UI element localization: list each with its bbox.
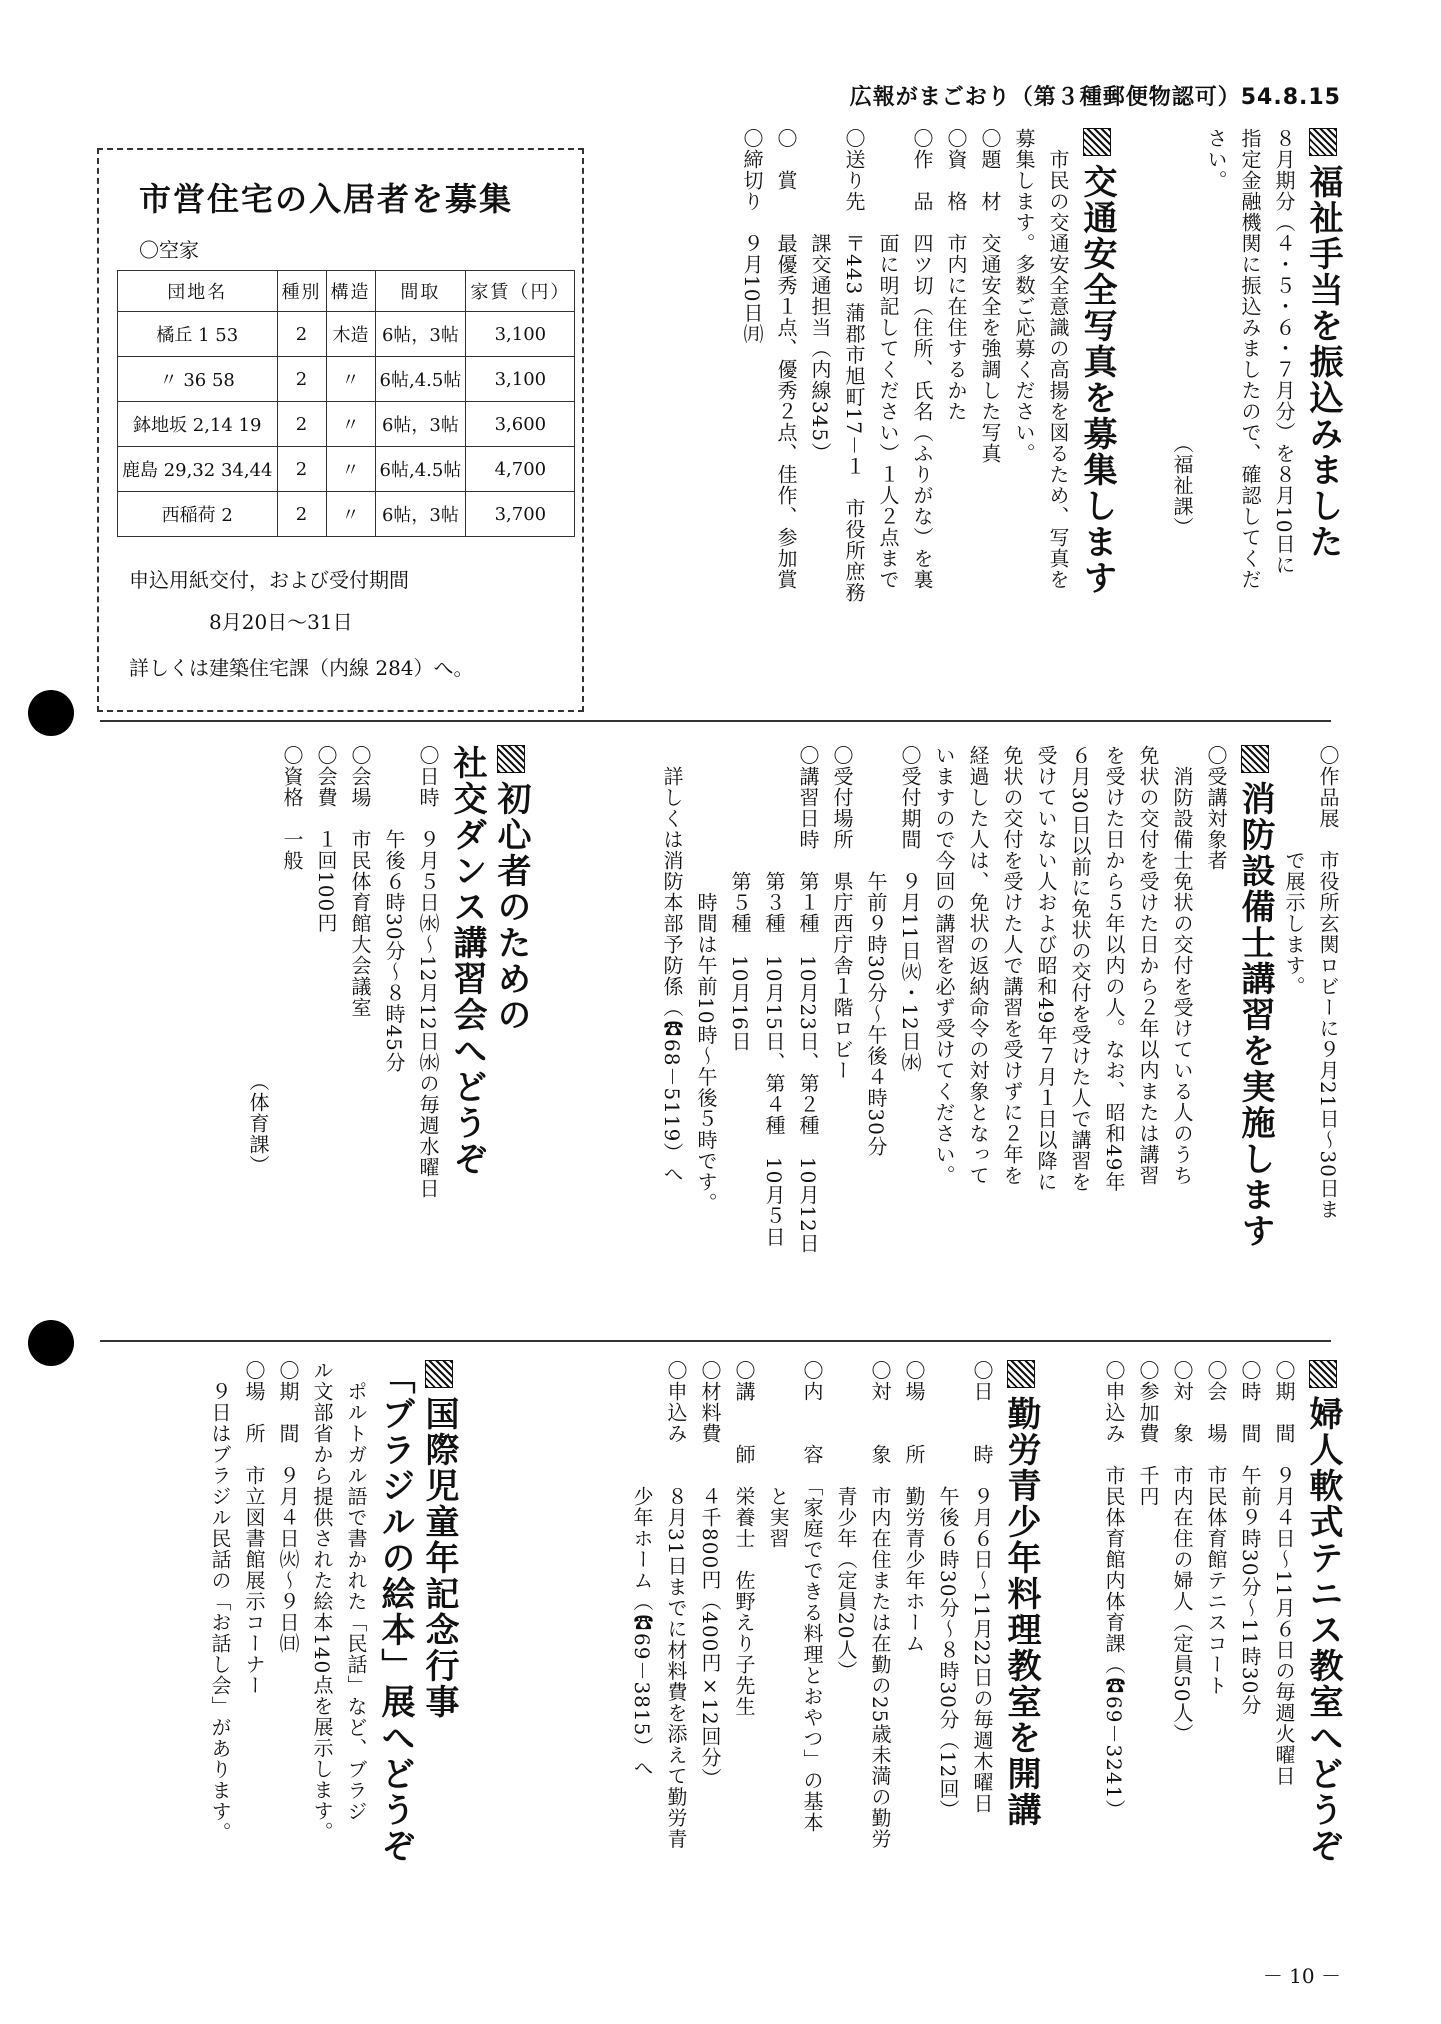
hatch-mark	[1241, 745, 1269, 773]
housing-period: 8月20日～31日	[209, 610, 353, 634]
hatch-mark	[1083, 128, 1111, 156]
column-header: 家賃（円）	[466, 271, 575, 312]
table-cell: 鹿島 29,32 34,44	[118, 447, 278, 492]
housing-subtitle: 〇空家	[139, 238, 199, 262]
article-line: を受けた日から５年以内の人。なお、昭和49年	[1102, 745, 1126, 1193]
table-row	[118, 492, 575, 537]
table-cell: 6帖，3帖	[375, 402, 466, 447]
article-line: （体育課）	[246, 745, 270, 1176]
article-line: 面に明記してください）１人２点まで	[876, 128, 900, 590]
column-header: 種別	[277, 271, 326, 312]
article-line: 〇場 所 勤労青少年ホーム	[902, 1360, 926, 1654]
table-cell: 木造	[326, 312, 375, 357]
article-line: 第３種 10月15日、第４種 10月５日	[762, 745, 786, 1248]
article-line: 〇題 材 交通安全を強調した写真	[978, 128, 1002, 464]
article-line: いますので今回の講習を必ず受けてください。	[932, 745, 956, 1186]
hatch-mark	[497, 745, 525, 773]
hatch-mark	[1309, 128, 1337, 156]
article-line: 〇申込み ８月31日までに材料費を添えて勤労青	[664, 1360, 688, 1850]
table-cell: 〃	[326, 492, 375, 537]
housing-title: 市営住宅の入居者を募集	[139, 180, 514, 218]
article-line: 〇場 所 市立図書館展示コーナー	[242, 1360, 266, 1696]
article-line: 〇日 時 ９月６日～11月22日の毎週木曜日	[970, 1360, 994, 1814]
article-line: 少年ホーム（☎69－3815）へ	[630, 1360, 654, 1779]
article-line: 〇送り先 〒443 蒲郡市旭町17－１ 市役所庶務	[842, 128, 866, 603]
article-line: 午後６時30分～８時45分	[382, 745, 406, 1073]
table-cell: 〃	[326, 447, 375, 492]
article-line: 〇受講対象者	[1204, 745, 1228, 871]
picture-book-title: 国際児童年記念行事	[417, 1360, 461, 1920]
article-line: 〇内 容 「家庭でできる料理とおやつ」の基本	[800, 1360, 824, 1833]
article-line: 〇資格 一般	[280, 745, 304, 871]
hatch-mark	[1007, 1360, 1035, 1388]
binding-hole	[28, 690, 74, 736]
welfare-article	[1165, 128, 1345, 688]
housing-note: 申込用紙交付，および受付期間	[129, 568, 409, 592]
table-cell: 2	[277, 492, 326, 537]
article-line: 〇材料費 ４千800円（400円×12回分）	[698, 1360, 722, 1789]
article-line: 〇作品展 市役所玄関ロビーに９月21日～30日ま	[1316, 745, 1340, 1220]
article-line: 〇資 格 市内に在住するかた	[944, 128, 968, 422]
article-line: 消防設備士免状の交付を受けている人のうち	[1170, 745, 1194, 1186]
column-header: 間取	[375, 271, 466, 312]
traffic-title: 交通安全写真を募集します	[1075, 128, 1119, 718]
table-cell: 〃	[326, 357, 375, 402]
binding-hole	[28, 1320, 74, 1366]
table-cell: 6帖,4.5帖	[375, 357, 466, 402]
table-cell: 6帖,4.5帖	[375, 447, 466, 492]
article-line: 募集します。多数ご応募ください。	[1012, 128, 1036, 464]
table-cell: 〃 36 58	[118, 357, 278, 402]
table-row	[118, 402, 575, 447]
article-line: ポルトガル語で書かれた「民話」など、ブラジ	[344, 1360, 368, 1822]
table-cell: 〃	[326, 402, 375, 447]
picture-book-title-line2: 「ブラジルの絵本」展へどうぞ	[375, 1360, 415, 1864]
tennis-class-article	[1097, 1360, 1345, 1920]
article-line: 午前９時30分～午後４時30分	[864, 745, 888, 1157]
page-number: － 10 －	[1262, 1964, 1341, 1988]
hatch-mark	[425, 1360, 453, 1388]
article-line: 青少年（定員20人）	[834, 1360, 858, 1682]
article-line: 第５種 10月16日	[728, 745, 752, 1052]
table-cell: 2	[277, 357, 326, 402]
article-line: 〇期 間 ９月４日㈫～９日㈰	[276, 1360, 300, 1654]
section-divider	[100, 1340, 1331, 1342]
table-row	[118, 447, 575, 492]
traffic-photo-article	[735, 128, 1119, 718]
fire-course-article	[655, 745, 1345, 1325]
table-cell: 西稲荷 2	[118, 492, 278, 537]
table-cell: 2	[277, 447, 326, 492]
article-line: 〇講 師 栄養士 佐野えり子先生	[732, 1360, 756, 1717]
table-header-row	[118, 271, 575, 312]
article-line: 〇対 象 市内在住または在勤の25歳未満の勤労	[868, 1360, 892, 1850]
article-line: 時間は午前10時～午後５時です。	[694, 745, 718, 1214]
table-cell: 4,700	[466, 447, 575, 492]
article-line: 〇日時 ９月５日㈬～12月12日㈬の毎週水曜日	[416, 745, 440, 1199]
article-line: 〇講習日時 第１種 10月23日、第２種 10月12日	[796, 745, 820, 1254]
section-divider	[100, 720, 1331, 722]
table-cell: 3,100	[466, 357, 575, 402]
article-line: 〇期 間 ９月４日～11月６日の毎週火曜日	[1272, 1360, 1296, 1787]
tennis-title: 婦人軟式テニス教室へどうぞ	[1301, 1360, 1345, 1920]
article-line: 〇締切り ９月10日㈪	[740, 128, 764, 345]
picture-book-article	[203, 1360, 461, 1920]
article-line: 経過した人は、免状の返納命令の対象となって	[966, 745, 990, 1186]
article-line: ６月30日以前に免状の交付を受けた人で講習を	[1068, 745, 1092, 1193]
hatch-mark	[1309, 1360, 1337, 1388]
dance-title-line2: 社交ダンス講習会へどうぞ	[447, 745, 487, 1177]
issue-header: 広報がまごおり（第３種郵便物認可）54.8.15	[849, 85, 1341, 110]
cooking-class-article	[625, 1360, 1043, 1920]
article-line: 詳しくは消防本部予防係（☎68－5119）へ	[660, 745, 684, 1185]
article-line: 〇作 品 四ツ切（住所、氏名（ふりがな）を裏	[910, 128, 934, 590]
article-line: 〇申込み 市民体育館内体育課（☎69－3241）	[1102, 1360, 1126, 1821]
table-row	[118, 312, 575, 357]
article-line: ル文部省から提供された絵本140点を展示します。	[310, 1360, 334, 1843]
article-line: 受けていない人および昭和49年７月１日以降に	[1034, 745, 1058, 1193]
column-header: 団地名	[118, 271, 278, 312]
column-header: 構造	[326, 271, 375, 312]
table-cell: 3,700	[466, 492, 575, 537]
article-line: 市民の交通安全意識の高揚を図るため、写真を	[1046, 128, 1070, 590]
table-cell: 3,600	[466, 402, 575, 447]
table-row	[118, 357, 575, 402]
article-line: 〇会費 １回100円	[314, 745, 338, 934]
fire-title: 消防設備士講習を実施します	[1233, 745, 1277, 1325]
article-line: 指定金融機関に振込みましたので、確認してくだ	[1238, 128, 1262, 590]
article-line: （福祉課）	[1170, 128, 1194, 538]
article-line: 〇参加費 千円	[1136, 1360, 1160, 1507]
table-cell: 橘丘 1 53	[118, 312, 278, 357]
article-line: 免状の交付を受けた日から２年以内または講習	[1136, 745, 1160, 1186]
article-line: ８月期分（４・５・６・７月分）を８月10日に	[1272, 128, 1296, 576]
article-line: ９日はブラジル民話の「お話し会」があります。	[208, 1360, 232, 1843]
article-line: 〇会 場 市民体育館テニスコート	[1204, 1360, 1228, 1696]
article-line: 午後６時30分～８時30分（12回）	[936, 1360, 960, 1821]
housing-table	[117, 270, 575, 537]
table-cell: 6帖，3帖	[375, 492, 466, 537]
table-cell: 鉢地坂 2,14 19	[118, 402, 278, 447]
table-cell: 2	[277, 402, 326, 447]
table-cell: 6帖，3帖	[375, 312, 466, 357]
dance-class-article	[241, 745, 533, 1325]
housing-contact: 詳しくは建築住宅課（内線 284）へ。	[129, 656, 474, 680]
article-line: さい。	[1204, 128, 1228, 191]
article-line: 〇時 間 午前９時30分～11時30分	[1238, 1360, 1262, 1716]
article-line: 〇受付期間 ９月11日㈫・12日㈬	[898, 745, 922, 1073]
dance-title: 初心者のための	[489, 745, 533, 1325]
article-line: 課交通担当（内線345）	[808, 128, 832, 464]
article-line: と実習	[766, 1360, 790, 1549]
table-cell: 3,100	[466, 312, 575, 357]
article-line: 〇受付場所 県庁西庁舎１階ロビー	[830, 745, 854, 1081]
table-cell: 2	[277, 312, 326, 357]
article-line: で展示します。	[1282, 745, 1306, 997]
article-line: 〇対 象 市内在住の婦人（定員50人）	[1170, 1360, 1194, 1745]
article-line: 免状の交付を受けた人で講習を受けずに２年を	[1000, 745, 1024, 1186]
housing-notice-box	[97, 148, 584, 712]
welfare-title: 福祉手当を振込みました	[1301, 128, 1345, 688]
article-line: 〇 賞 最優秀１点、優秀２点、佳作、参加賞	[774, 128, 798, 590]
article-line: 〇会場 市民体育館大会議室	[348, 745, 372, 1018]
cooking-title: 勤労青少年料理教室を開講	[999, 1360, 1043, 1920]
